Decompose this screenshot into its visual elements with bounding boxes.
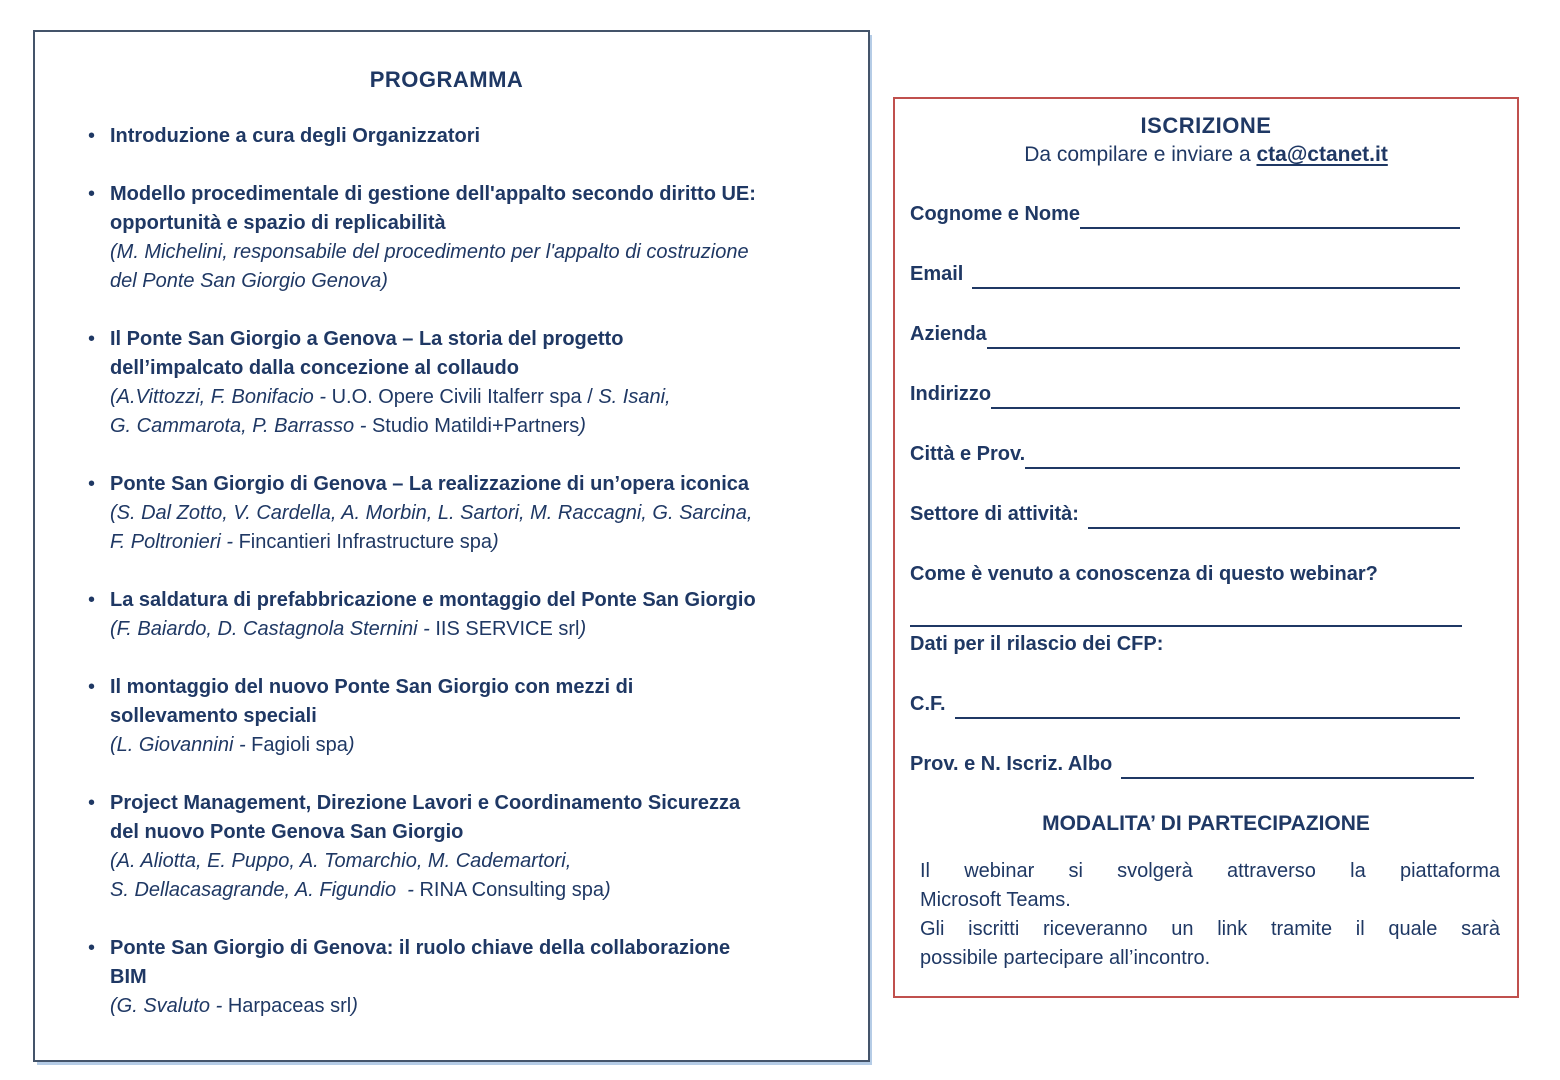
form-field-blank-line	[987, 319, 1460, 349]
form-field	[910, 439, 1460, 469]
program-item	[110, 789, 858, 905]
participation-line: Microsoft Teams.	[920, 889, 1071, 911]
program-item-speakers-line: (M. Michelini, responsabile del procedimento per l'appalto di costruzione	[110, 241, 749, 263]
question-label: Come è venuto a conoscenza di questo webinar?	[910, 563, 1378, 585]
email-link[interactable]: cta@ctanet.it	[1256, 143, 1388, 166]
program-item-title-line: • Il montaggio del nuovo Ponte San Giorgio con mezzi di	[110, 676, 634, 698]
registration-subtitle	[910, 141, 1502, 169]
program-item-speakers-line: F. Poltronieri - Fincantieri Infrastructure spa)	[110, 531, 499, 553]
form-field-blank-line	[1080, 199, 1460, 229]
program-item-speakers-line: (A. Aliotta, E. Puppo, A. Tomarchio, M. Cademartori,	[110, 850, 572, 872]
form-field-label: C.F.	[910, 693, 946, 715]
program-item-title-line: • Il Ponte San Giorgio a Genova – La storia del progetto	[110, 328, 624, 350]
form-field	[910, 499, 1460, 529]
program-item-title-line: opportunità e spazio di replicabilità	[110, 212, 446, 234]
form-field	[910, 319, 1460, 349]
form-field-label: Cognome e Nome	[910, 203, 1081, 225]
form-field	[910, 689, 1460, 719]
form-field-blank-line	[1121, 749, 1474, 779]
registration-fields	[910, 199, 1502, 529]
program-item-title-line: • La saldatura di prefabbricazione e montaggio del Ponte San Giorgio	[110, 589, 756, 611]
program-title: PROGRAMMA	[369, 67, 524, 92]
form-field-blank-line	[1088, 499, 1460, 529]
form-field-label: Prov. e N. Iscriz. Albo	[910, 753, 1113, 775]
program-item-title-line: sollevamento speciali	[110, 705, 317, 727]
form-field	[910, 259, 1460, 289]
program-item	[110, 325, 858, 441]
program-item-speakers-line: (S. Dal Zotto, V. Cardella, A. Morbin, L. Sartori, M. Raccagni, G. Sarcina,	[110, 502, 753, 524]
form-field	[910, 749, 1474, 779]
program-item-title-line: del nuovo Ponte Genova San Giorgio	[110, 821, 464, 843]
program-item	[110, 586, 858, 644]
form-field-label: Indirizzo	[910, 383, 992, 405]
participation-line: possibile partecipare all’incontro.	[920, 947, 1211, 969]
form-field-blank-line	[1025, 439, 1460, 469]
form-field-blank-line	[972, 259, 1460, 289]
form-field	[910, 379, 1460, 409]
program-item-title-line: • Project Management, Direzione Lavori e Coordinamento Sicurezza	[110, 792, 741, 814]
participation-line: Il webinar si svolgerà attraverso la piattaforma	[920, 860, 1500, 882]
registration-subtitle-text: Da compilare e inviare a	[1024, 143, 1257, 166]
program-item-speakers-line: (G. Svaluto - Harpaceas srl)	[110, 995, 358, 1017]
participation-title: MODALITA’ DI PARTECIPAZIONE	[1042, 812, 1370, 835]
participation-text	[920, 857, 1500, 973]
cfp-heading: Dati per il rilascio dei CFP:	[910, 633, 1164, 655]
program-item-speakers-line: (A.Vittozzi, F. Bonifacio - U.O. Opere Civili Italferr spa / S. Isani,	[110, 386, 671, 408]
program-item	[110, 934, 858, 1021]
program-item-title-line: • Modello procedimentale di gestione dell'appalto secondo diritto UE:	[110, 183, 756, 205]
cfp-fields	[910, 689, 1502, 779]
program-item	[110, 180, 858, 296]
form-field-label: Settore di attività:	[910, 503, 1079, 525]
program-panel	[33, 30, 870, 1062]
form-field-blank-line	[991, 379, 1460, 409]
program-item-speakers-line: G. Cammarota, P. Barrasso - Studio Matildi+Partners)	[110, 415, 586, 437]
program-item-title-line: BIM	[110, 966, 147, 988]
form-field-label: Email	[910, 263, 964, 285]
program-item-title-line: • Introduzione a cura degli Organizzatori	[110, 125, 481, 147]
program-item-title-line: • Ponte San Giorgio di Genova: il ruolo chiave della collaborazione	[110, 937, 731, 959]
program-item-speakers-line: S. Dellacasagrande, A. Figundio - RINA Consulting spa)	[110, 879, 611, 901]
form-field-blank-line	[955, 689, 1460, 719]
program-item-title-line: • Ponte San Giorgio di Genova – La realizzazione di un’opera iconica	[110, 473, 750, 495]
registration-title: ISCRIZIONE	[1140, 113, 1272, 138]
participation-line: Gli iscritti riceveranno un link tramite il quale sarà	[920, 918, 1500, 940]
program-item	[110, 470, 858, 557]
program-item-speakers-line: del Ponte San Giorgio Genova)	[110, 270, 388, 292]
question-answer-blank-line	[910, 589, 1462, 627]
program-item-speakers-line: (L. Giovannini - Fagioli spa)	[110, 734, 355, 756]
form-field	[910, 199, 1460, 229]
registration-panel	[893, 97, 1519, 998]
program-item	[110, 122, 858, 151]
program-item-speakers-line: (F. Baiardo, D. Castagnola Sternini - IIS SERVICE srl)	[110, 618, 587, 640]
program-list	[35, 122, 858, 1021]
form-field-label: Città e Prov.	[910, 443, 1026, 465]
form-field-label: Azienda	[910, 323, 987, 345]
program-item	[110, 673, 858, 760]
program-item-title-line: dell’impalcato dalla concezione al collaudo	[110, 357, 519, 379]
